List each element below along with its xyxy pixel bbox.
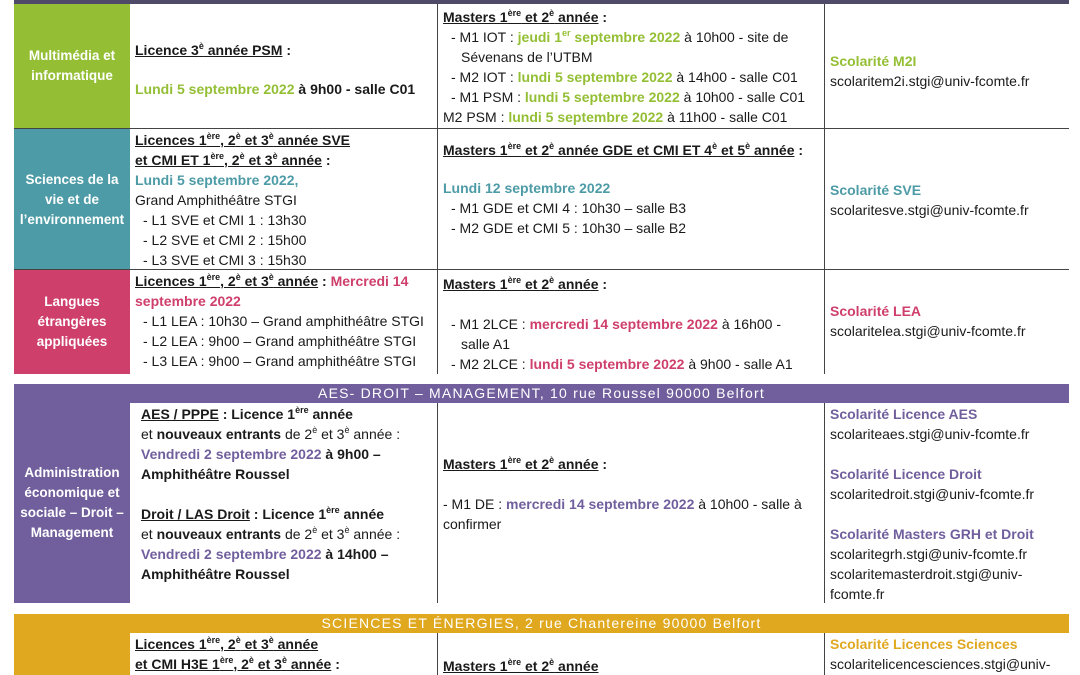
dept-sciences [14,633,130,675]
contact-title-aes: Scolarité Licence AES [830,406,978,422]
licence-date-line: Lundi 5 septembre 2022 à 9h00 - salle C01 [135,81,416,97]
licence-cell-multimedia [131,4,438,128]
row-sve [14,128,1069,270]
banner-aes-droit-management: AES- DROIT – MANAGEMENT, 10 rue Roussel 90000 Belfort [14,384,1069,403]
dept-aes: Administration économique et sociale – Droit – Management [14,403,130,603]
contact-email-grh[interactable]: scolaritegrh.stgi@univ-fcomte.fr [830,546,1028,562]
dept-sve: Sciences de la vie et de l’environnement [14,129,130,270]
m1-iot-cont: Sévenans de l’UTBM [461,49,593,65]
row-lea [14,269,1069,374]
m1-cont: salle A1 [461,336,511,352]
contact-title: Scolarité Licences Sciences [830,636,1018,652]
licence-cell-sciences [131,633,438,675]
licence-heading-1: Licences 1ère, $2^è$ et $3^è$ année SVE [135,131,351,148]
droit-place: Amphithéâtre Roussel [141,566,290,582]
contact-title-grh: Scolarité Masters GRH et Droit [830,526,1034,542]
droit-new-entrants: et nouveaux entrants de $2^è$ et $3^è$ année : [141,525,401,542]
contact-cell-multimedia [826,4,1069,128]
contact-cell-sciences [826,633,1069,675]
masters-cell-lea [439,270,825,374]
licence-heading-2: et CMI ET 1ère, $2^è$ et $3^è$ année : [135,151,331,168]
licence-date: Lundi 5 septembre 2022, [135,172,299,188]
licence-place: Grand Amphithéâtre STGI [135,192,297,208]
contact-title: Scolarité SVE [830,182,922,198]
contact-email-aes[interactable]: scolariteaes.stgi@univ-fcomte.fr [830,426,1030,442]
l1-line: - L1 SVE et CMI 1 : 13h30 [143,212,307,228]
masters-cell-sve [439,129,825,270]
m1-iot-line: - M1 IOT : jeudi 1er septembre 2022 à 10h00 - site de [451,28,789,45]
licence-heading-1: Licences 1ère, $2^è$ et $3^è$ année [135,635,319,652]
masters-heading: Masters 1ère et $2^è$ année [443,657,599,674]
aes-new-entrants: et nouveaux entrants de $2^è$ et $3^è$ année : [141,425,401,442]
contact-title-droit: Scolarité Licence Droit [830,466,982,482]
masters-cell-sciences [439,633,825,675]
licence-heading: Licence $3^è$ année PSM : [135,41,291,58]
l1-line: - L1 LEA : 10h30 – Grand amphithéâtre STGI [143,313,424,329]
m1-line: - M1 2LCE : mercredi 14 septembre 2022 à 16h00 - [451,316,781,332]
row-multimedia [14,4,1069,128]
dept-lea: Langues étrangères appliquées [14,270,130,374]
contact-cell-lea [826,270,1069,374]
l2-line: - L2 LEA : 9h00 – Grand amphithéâtre STGI [143,333,417,349]
masters-heading: Masters 1ère et $2^è$ année : [443,455,608,472]
l3-line: - L3 SVE et CMI 3 : 15h30 [143,252,307,268]
row-sciences [14,633,1069,675]
licence-heading: Licences 1ère, $2^è$ et $3^è$ année : Mercredi 14 [135,272,409,289]
m1-line: - M1 DE : mercredi 14 septembre 2022 à 10h00 - salle à [443,496,802,512]
licence-date-cont: septembre 2022 [135,293,241,309]
contact-email-masterdroit[interactable]: scolaritemasterdroit.stgi@univ- [830,566,1023,582]
masters-heading: Masters 1ère et $2^è$ année : [443,275,608,292]
contact-email[interactable]: scolaritesve.stgi@univ-fcomte.fr [830,202,1029,218]
contact-email-masterdroit-cont: fcomte.fr [830,586,885,602]
m2-iot-line: - M2 IOT : lundi 5 septembre 2022 à 14h00 - salle C01 [451,69,798,85]
m2-psm-line: M2 PSM : lundi 5 septembre 2022 à 11h00 - salle C01 [443,109,788,125]
m1-cont: confirmer [443,516,502,532]
row-aes [14,403,1069,603]
banner-sciences-energies: SCIENCES ET ÉNERGIES, 2 rue Chantereine 90000 Belfort [14,614,1069,633]
masters-heading: Masters 1ère et $2^è$ année GDE et CMI ET $4^è$ et $5^è$ année : [443,141,804,158]
contact-email[interactable]: scolaritem2i.stgi@univ-fcomte.fr [830,73,1030,89]
aes-heading: AES / PPPE : Licence 1ère année [141,405,353,422]
contact-cell-sve [826,129,1069,270]
masters-date: Lundi 12 septembre 2022 [443,180,611,196]
licence-cell-lea [131,270,438,374]
contact-title: Scolarité M2I [830,53,917,69]
masters-cell-aes [439,403,825,603]
aes-date: Vendredi 2 septembre 2022 à 9h00 – [141,446,381,462]
droit-date: Vendredi 2 septembre 2022 à 14h00 – [141,546,389,562]
m2-line: - M2 GDE et CMI 5 : 10h30 – salle B2 [451,220,686,236]
m1-line: - M1 GDE et CMI 4 : 10h30 – salle B3 [451,200,686,216]
licence-cell-aes [131,403,438,603]
dept-multimedia: Multimédia et informatique [14,4,130,128]
droit-heading: Droit / LAS Droit : Licence 1ère année [141,505,385,522]
masters-heading: Masters 1ère et $2^è$ année : [443,8,608,25]
m1-psm-line: - M1 PSM : lundi 5 septembre 2022 à 10h00 - salle C01 [451,89,806,105]
contact-email[interactable]: scolaritelicencesciences.stgi@univ- [830,656,1051,672]
licence-cell-sve [131,129,438,270]
contact-title: Scolarité LEA [830,303,922,319]
contact-email-droit[interactable]: scolaritedroit.stgi@univ-fcomte.fr [830,486,1035,502]
masters-cell-multimedia [439,4,825,128]
licence-heading-2: et CMI H3E 1ère, $2^è$ et $3^è$ année : [135,655,340,672]
contact-cell-aes [826,403,1069,603]
m2-line: - M2 2LCE : lundi 5 septembre 2022 à 9h00 - salle A1 [451,356,793,372]
l2-line: - L2 SVE et CMI 2 : 15h00 [143,232,307,248]
l3-line: - L3 LEA : 9h00 – Grand amphithéâtre STGI [143,353,417,369]
contact-email[interactable]: scolaritelea.stgi@univ-fcomte.fr [830,323,1026,339]
aes-place: Amphithéâtre Roussel [141,466,290,482]
